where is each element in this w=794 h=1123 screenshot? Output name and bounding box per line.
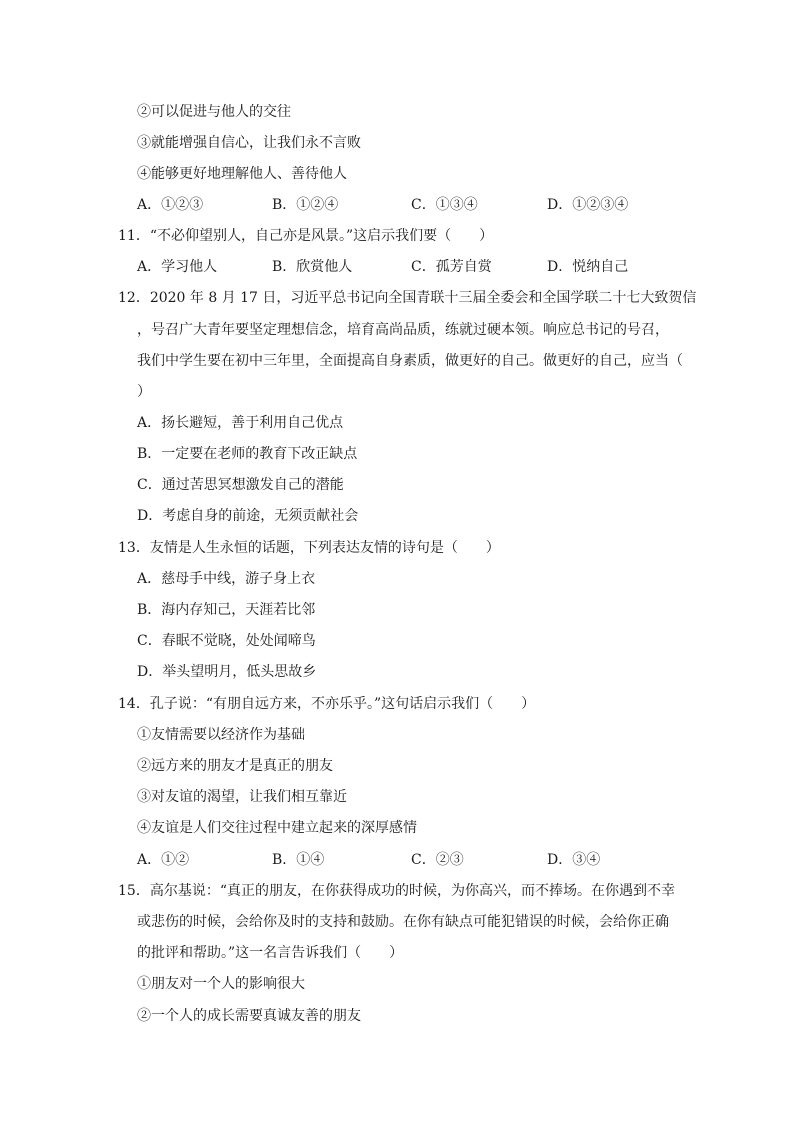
q12-stem-line-2: ，号召广大青年要坚定理想信念，培育高尚品质，练就过硬本领。响应总书记的号召， [137, 322, 669, 338]
q14-option-a: A．①② [137, 852, 190, 868]
q15-stem-line-2: 或悲伤的时候，会给你及时的支持和鼓励。在你有缺点可能犯错误的时候，会给你正确 [137, 914, 669, 930]
q14-option-d: D．③④ [547, 852, 601, 868]
q10-option-c: C．①③④ [411, 197, 478, 213]
q14-statement-3: ③对友谊的渴望，让我们相互靠近 [137, 789, 347, 805]
q11-option-b: B．欣赏他人 [272, 259, 353, 275]
q10-statement-3: ③就能增强自信心，让我们永不言败 [137, 135, 361, 151]
q10-option-a: A．①②③ [137, 197, 204, 213]
q10-option-b: B．①②④ [272, 197, 339, 213]
q11-option-a: A．学习他人 [137, 259, 218, 275]
q12-stem-line-1: 12．2020 年 8 月 17 日，习近平总书记向全国青联十三届全委会和全国学联二十七大致贺信 [118, 290, 697, 306]
q15-statement-2: ②一个人的成长需要真诚友善的朋友 [137, 1008, 361, 1024]
q13-option-c: C．春眠不觉晓，处处闻啼鸟 [137, 633, 316, 649]
q13-stem: 13．友情是人生永恒的话题，下列表达友情的诗句是（ ） [118, 540, 500, 556]
q14-stem: 14．孔子说：“有朋自远方来，不亦乐乎。”这句话启示我们（ ） [118, 696, 536, 712]
q12-option-d: D．考虑自身的前途，无须贡献社会 [137, 508, 359, 524]
q14-statement-1: ①友情需要以经济作为基础 [137, 727, 305, 743]
q15-statement-1: ①朋友对一个人的影响很大 [137, 976, 305, 992]
q12-stem-line-3: 我们中学生要在初中三年里，全面提高自身素质，做更好的自己。做更好的自己，应当（ [137, 353, 683, 369]
q12-option-a: A．扬长避短，善于利用自己优点 [137, 415, 344, 431]
q13-option-a: A．慈母手中线，游子身上衣 [137, 571, 316, 587]
q15-stem-line-3: 的批评和帮助。”这一名言告诉我们（ ） [137, 945, 404, 961]
q13-option-d: D．举头望明月，低头思故乡 [137, 664, 317, 680]
q10-option-d: D．①②③④ [547, 197, 629, 213]
q10-statement-4: ④能够更好地理解他人、善待他人 [137, 166, 347, 182]
q14-option-b: B．①④ [272, 852, 325, 868]
q11-option-c: C．孤芳自赏 [411, 259, 492, 275]
q14-statement-2: ②远方来的朋友才是真正的朋友 [137, 758, 333, 774]
q10-statement-2: ②可以促进与他人的交往 [137, 104, 291, 120]
q11-option-d: D．悦纳自己 [547, 259, 629, 275]
q12-option-b: B．一定要在老师的教育下改正缺点 [137, 446, 358, 462]
q11-stem: 11．“不必仰望别人，自己亦是风景。”这启示我们要（ ） [118, 228, 494, 244]
q13-option-b: B．海内存知己，天涯若比邻 [137, 602, 316, 618]
q12-stem-line-4: ） [137, 384, 151, 400]
q14-statement-4: ④友谊是人们交往过程中建立起来的深厚感情 [137, 820, 417, 836]
q15-stem-line-1: 15．高尔基说：“真正的朋友，在你获得成功的时候，为你高兴，而不捧场。在你遇到不幸 [118, 883, 675, 899]
q14-option-c: C．②③ [411, 852, 464, 868]
q12-option-c: C．通过苦思冥想激发自己的潜能 [137, 477, 344, 493]
